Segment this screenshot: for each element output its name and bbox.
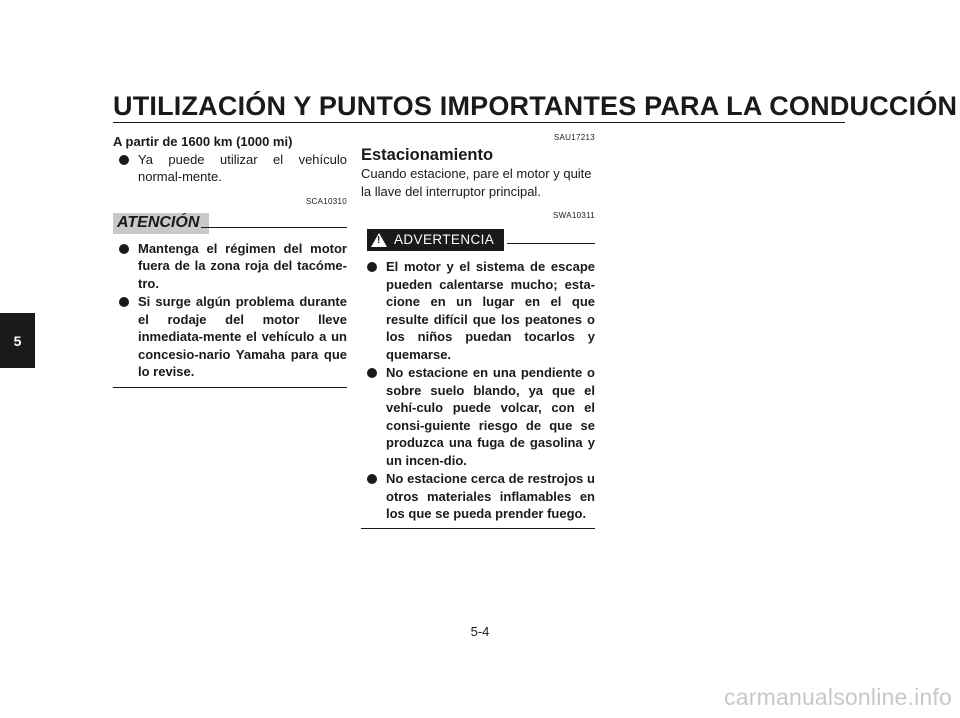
notice-header-rule [201, 227, 347, 228]
bullet-dot-icon [367, 474, 377, 484]
warning-triangle-icon [371, 233, 387, 247]
title-rule [113, 122, 845, 123]
list-item-text: Si surge algún problema durante el rodaje del motor lleve inmediata-mente el vehículo a un concesio-nario Yamaha para que lo revise. [138, 294, 347, 379]
warning-header-rule [507, 243, 595, 244]
list-item [361, 258, 595, 363]
warning-reference-code: SWA10311 [553, 211, 595, 220]
list-item-text: Ya puede utilizar el vehículo normal-mente. [138, 151, 347, 184]
list-item-text: No estacione cerca de restrojos u otros materiales inflamables en los que se pueda prender fuego. [386, 471, 595, 521]
warning-bottom-rule [361, 528, 595, 529]
warning-header [361, 228, 595, 252]
list-item [113, 151, 347, 186]
page-number: 5-4 [470, 624, 490, 639]
mileage-subhead: A partir de 1600 km (1000 mi) [113, 134, 293, 149]
bullet-dot-icon [119, 155, 129, 165]
chapter-tab[interactable] [0, 313, 35, 368]
bullet-dot-icon [119, 244, 129, 254]
bullet-dot-icon [119, 297, 129, 307]
list-item-text: Mantenga el régimen del motor fuera de la zona roja del tacóme-tro. [138, 240, 347, 291]
section-title: Estacionamiento [361, 146, 494, 164]
section-body: Cuando estacione, pare el motor y quite la llave del interruptor principal. [361, 166, 592, 199]
watermark-link[interactable]: carmanualsonline.info [724, 684, 952, 710]
notice-bottom-rule [113, 387, 347, 388]
mileage-bullets [113, 151, 347, 186]
notice-label: ATENCIÓN [113, 213, 209, 234]
notice-reference-code: SCA10310 [305, 196, 347, 206]
chapter-tab-label: 5 [13, 332, 22, 349]
left-column [113, 133, 347, 388]
warning-bullets [361, 258, 595, 523]
page-title: UTILIZACIÓN Y PUNTOS IMPORTANTES PARA LA CONDUCCIÓN [113, 91, 958, 121]
list-item [113, 240, 347, 293]
notice-header [113, 212, 347, 236]
warning-label: ADVERTENCIA [394, 232, 495, 248]
list-item [113, 293, 347, 381]
warning-label-box [367, 229, 504, 251]
bullet-dot-icon [367, 262, 377, 272]
list-item [361, 364, 595, 469]
bullet-dot-icon [367, 368, 377, 378]
list-item [361, 470, 595, 523]
list-item-text: No estacione en una pendiente o sobre suelo blando, ya que el vehí-culo puede volcar, con el consi-guiente riesgo de que se produzca una fuga de gasolina y un incen-dio. [386, 365, 595, 468]
notice-bullets [113, 240, 347, 381]
list-item-text: El motor y el sistema de escape pueden calentarse mucho; esta-cione en un lugar en el que resulte difícil que los peatones o los niños puedan tocarlos y quemarse. [386, 259, 595, 362]
right-column [361, 133, 595, 529]
section-reference-code: SAU17213 [553, 133, 595, 142]
